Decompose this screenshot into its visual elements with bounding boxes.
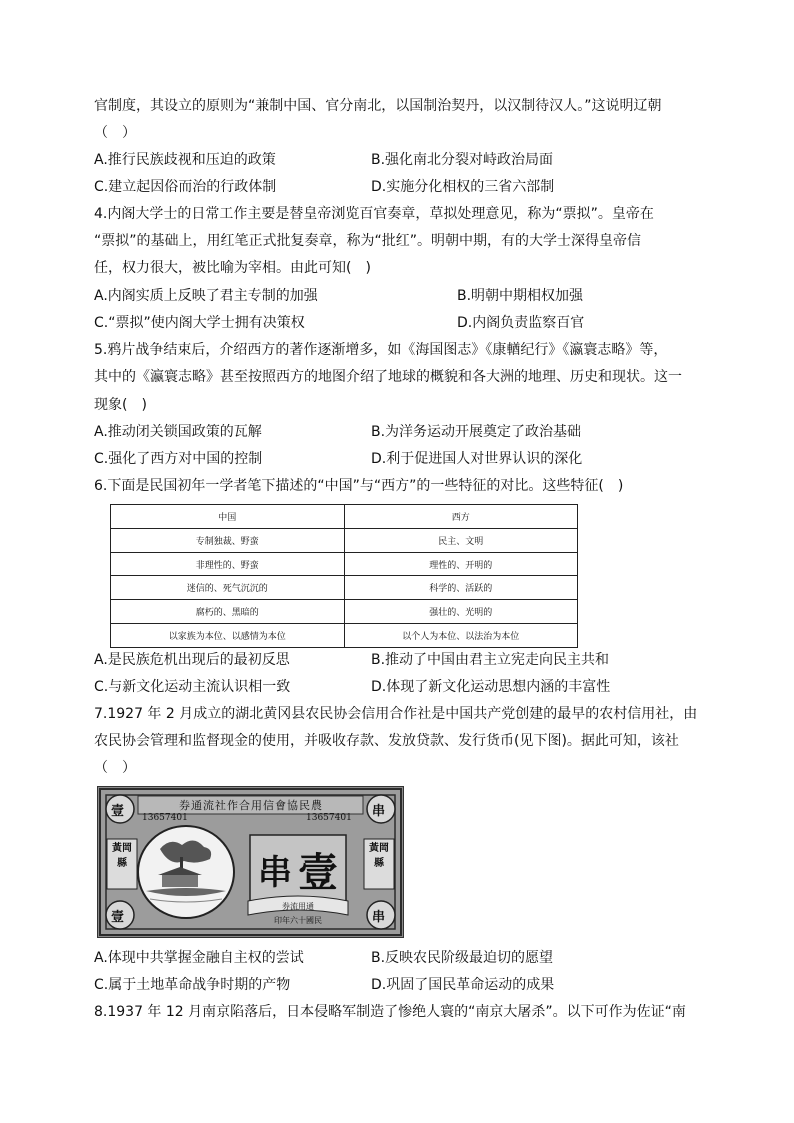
q4-stem-line3: 任，权力很大，被比喻为宰相。由此可知( ) [94,260,371,276]
q6-option-c: C.与新文化运动主流认识相一致 [94,679,291,695]
table-row [111,576,578,600]
q6-option-a: A.是民族危机出现后的最初反思 [94,652,290,668]
q5-stem-line1: 5.鸦片战争结束后，介绍西方的著作逐渐增多，如《海国图志》《康輶纪行》《瀛寰志略》等， [94,342,668,358]
table-header-west: 西方 [344,505,578,529]
q7-stem-line2: 农民协会管理和监督现金的使用，并吸收存款、发放贷款、发行货币(见下图)。据此可知，该社 [94,733,679,749]
q7-option-a: A.体现中共掌握金融自主权的尝试 [94,950,304,966]
table-cell: 非理性的、野蛮 [111,552,345,576]
q5-stem-line2: 其中的《瀛寰志略》甚至按照西方的地图介绍了地球的概貌和各大洲的地理、历史和现状。这一 [94,369,682,385]
table-cell: 以家族为本位、以感情为本位 [111,624,345,648]
table-row [111,600,578,624]
table-cell: 以个人为本位、以法治为本位 [344,624,578,648]
q5-option-d: D.利于促进国人对世界认识的深化 [371,451,583,467]
banknote-side-left: 黃岡縣 [112,843,132,869]
table-cell: 理性的、开明的 [344,552,578,576]
q6-stem-line1: 6.下面是民国初年一学者笔下描述的“中国”与“西方”的一些特征的对比。这些特征( ) [94,478,624,494]
q4-stem-line2: “票拟”的基础上，用红笔正式批复奏章，称为“批红”。明朝中期，有的大学士深得皇帝信 [94,233,642,249]
q5-option-b: B.为洋务运动开展奠定了政治基础 [371,424,582,440]
q7-stem-line3: （ ） [94,760,136,776]
banknote-serial-right: 13657401 [306,813,352,823]
q4-option-b: B.明朝中期相权加强 [457,288,584,304]
banknote-center-big: 壹 [298,849,338,896]
q6-option-b: B.推动了中国由君主立宪走向民主共和 [371,652,610,668]
table-header-row [111,505,578,529]
q8-stem-line1: 8.1937 年 12 月南京陷落后，日本侵略军制造了惨绝人寰的“南京大屠杀”。以下可作为佐证“南 [94,1004,686,1020]
q4-option-c: C.“票拟”使内阁大学士拥有决策权 [94,315,305,331]
banknote-corner-br: 串 [372,910,386,925]
q7-option-c: C.属于土地革命战争时期的产物 [94,977,291,993]
banknote-corner-bl: 壹 [111,910,125,925]
q4-option-a: A.内阁实质上反映了君主专制的加强 [94,288,318,304]
q3-option-b: B.强化南北分裂对峙政治局面 [371,152,554,168]
q7-stem-line1: 7.1927 年 2 月成立的湖北黄冈县农民协会信用合作社是中国共产党创建的最早的农村信用社，由 [94,706,698,722]
table-cell: 强壮的、光明的 [344,600,578,624]
banknote-side-right: 黃岡縣 [369,843,389,869]
banknote-corner-tr: 串 [372,804,386,819]
table-cell: 腐朽的、黑暗的 [111,600,345,624]
q4-stem-line1: 4.内阁大学士的日常工作主要是替皇帝浏览百官奏章，草拟处理意见，称为“票拟”。皇帝在 [94,206,654,222]
q4-option-d: D.内阁负责监察百官 [457,315,585,331]
banknote-top-text: 券通流社作合用信會協民農 [179,799,323,812]
banknote-center-small: 串 [258,853,292,893]
q5-option-c: C.强化了西方对中国的控制 [94,451,263,467]
table-row [111,624,578,648]
q5-option-a: A.推动闭关锁国政策的瓦解 [94,424,262,440]
q3-option-d: D.实施分化相权的三省六部制 [371,179,555,195]
q3-stem-line1: 官制度，其设立的原则为“兼制中国、官分南北，以国制治契丹，以汉制待汉人。”这说明辽朝 [94,98,662,114]
table-cell: 专制独裁、野蛮 [111,528,345,552]
q5-stem-line3: 现象( ) [94,397,147,413]
table-header-china: 中国 [111,505,345,529]
table-cell: 科学的、活跃的 [344,576,578,600]
q7-option-d: D.巩固了国民革命运动的成果 [371,977,555,993]
q3-option-c: C.建立起因俗而治的行政体制 [94,179,277,195]
comparison-table [110,504,578,648]
banknote-corner-tl: 壹 [111,804,125,819]
banknote-serial-left: 13657401 [142,813,188,823]
q3-option-a: A.推行民族歧视和压迫的政策 [94,152,276,168]
q3-stem-line2: （ ） [94,125,136,141]
table-cell: 民主、文明 [344,528,578,552]
table-cell: 迷信的、死气沉沉的 [111,576,345,600]
q7-option-b: B.反映农民阶级最迫切的愿望 [371,950,554,966]
q6-option-d: D.体现了新文化运动思想内涵的丰富性 [371,679,611,695]
banknote-image [97,786,404,938]
banknote-banner-line1: 券流用通 [282,902,314,911]
table-row [111,552,578,576]
table-row [111,528,578,552]
banknote-banner-line2: 印年六十國民 [274,916,322,925]
